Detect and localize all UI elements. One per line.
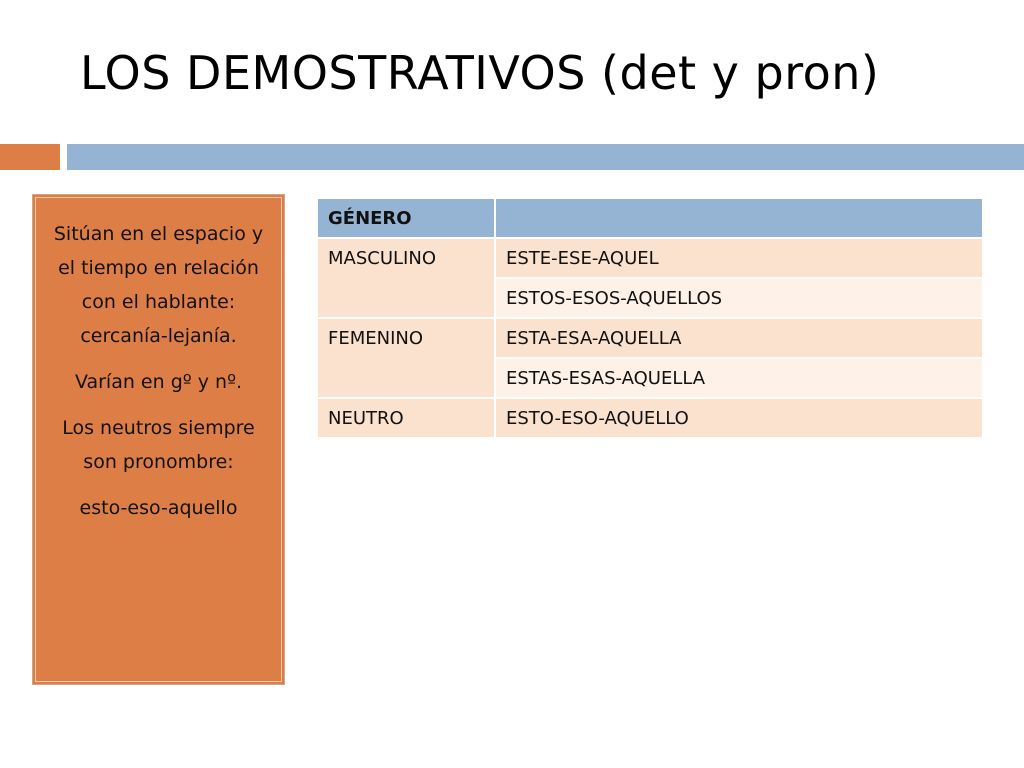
form-cell: ESTAS-ESAS-AQUELLA bbox=[495, 358, 983, 398]
header-forms bbox=[495, 198, 983, 238]
gender-label-feminine: FEMENINO bbox=[317, 318, 495, 398]
form-cell: ESTE-ESE-AQUEL bbox=[495, 238, 983, 278]
header-gender: GÉNERO bbox=[317, 198, 495, 238]
accent-bar-blue bbox=[67, 144, 1024, 170]
table-row bbox=[317, 318, 983, 358]
form-cell: ESTOS-ESOS-AQUELLOS bbox=[495, 278, 983, 318]
gender-label-masculine: MASCULINO bbox=[317, 238, 495, 318]
form-cell: ESTA-ESA-AQUELLA bbox=[495, 318, 983, 358]
slide-title: LOS DEMOSTRATIVOS (det y pron) bbox=[80, 46, 880, 100]
definition-box bbox=[32, 194, 285, 685]
table-row bbox=[317, 238, 983, 278]
definition-paragraph: Sitúan en el espacio y el tiempo en relación con el hablante: cercanía-lejanía. bbox=[53, 223, 264, 347]
accent-bar-orange bbox=[0, 144, 60, 170]
table-header-row bbox=[317, 198, 983, 238]
variation-paragraph: Varían en gº y nº. bbox=[74, 371, 243, 393]
demonstratives-table bbox=[316, 197, 984, 439]
table-row bbox=[317, 398, 983, 438]
form-cell: ESTO-ESO-AQUELLO bbox=[495, 398, 983, 438]
neutral-forms: esto-eso-aquello bbox=[79, 497, 238, 519]
neutral-paragraph: Los neutros siempre son pronombre: bbox=[62, 417, 255, 473]
gender-label-neuter: NEUTRO bbox=[317, 398, 495, 438]
